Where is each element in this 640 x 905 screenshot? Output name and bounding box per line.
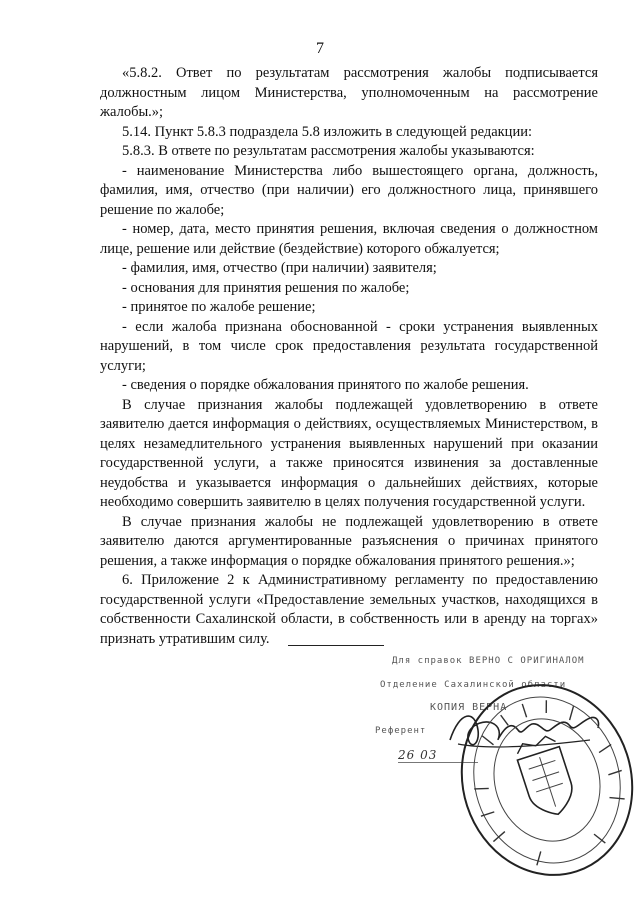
list-item-appeal: - сведения о порядке обжалования принятого по жалобе решения. (122, 377, 529, 393)
list-item-grounds: - основания для принятия решения по жалобе; (122, 279, 410, 296)
list-item-number-date: - номер, дата, место принятия решения, включая сведения о должностном лице, решение или действие (бездействие) которого обжалуется; (100, 221, 598, 257)
page-number: 7 (316, 40, 324, 57)
paragraph-not-satisfied: В случае признания жалобы не подлежащей удовлетворению в ответе заявителю даются аргументированные разъяснения о причинах принятого решения, а также информация о порядке обжалования принятого решения.»; (100, 513, 598, 569)
divider-line (288, 645, 384, 646)
paragraph-5-14: 5.14. Пункт 5.8.3 подраздела 5.8 изложить в следующей редакции: (122, 123, 532, 140)
stamp-line-1: Для справок ВЕРНО С ОРИГИНАЛОМ (392, 656, 585, 666)
list-item-decision: - принятое по жалобе решение; (122, 299, 316, 315)
official-seal (455, 672, 640, 887)
stamp-line-4: Референт (375, 726, 427, 736)
paragraph-satisfied: В случае признания жалобы подлежащей удовлетворению в ответе заявителю дается информация о действиях, осуществляемых Министерством, в целях незамедлительного устранения выявленных нарушений при оказании государственной услуги, а также приносятся извинения за доставленные неудобства и указывается информация о дальнейших действиях, которые необходимо совершить заявителю в целях получения государственной услуги. (100, 396, 598, 510)
list-item-applicant: - фамилия, имя, отчество (при наличии) заявителя; (122, 260, 437, 276)
stamp-line-2: Отделение Сахалинской области (380, 680, 567, 690)
list-item-terms: - если жалоба признана обоснованной - сроки устранения выявленных нарушений, в том числе срок предоставления результата государственной услуги; (100, 318, 598, 374)
paragraph-6: 6. Приложение 2 к Административному регламенту по предоставлению государственной услуги «Предоставление земельных участков, находящихся в собственности Сахалинской области, в собственность или в аренду на торгах» признать утратившим силу. (100, 572, 598, 647)
document-body (100, 64, 598, 649)
paragraph-5-8-3: 5.8.3. В ответе по результатам рассмотрения жалобы указываются: (122, 143, 535, 159)
paragraph-5-8-2: «5.8.2. Ответ по результатам рассмотрения жалобы подписывается должностным лицом Министерства, уполномоченным на рассмотрение жалобы.»; (100, 65, 598, 120)
stamp-line-3: КОПИЯ ВЕРНА (430, 702, 508, 713)
list-item-name: - наименование Министерства либо вышестоящего органа, должность, фамилия, имя, отчество (при наличии) его должностного лица, принявшего решение по жалобе; (100, 162, 598, 218)
stamp-date: 26 03 (398, 748, 438, 762)
